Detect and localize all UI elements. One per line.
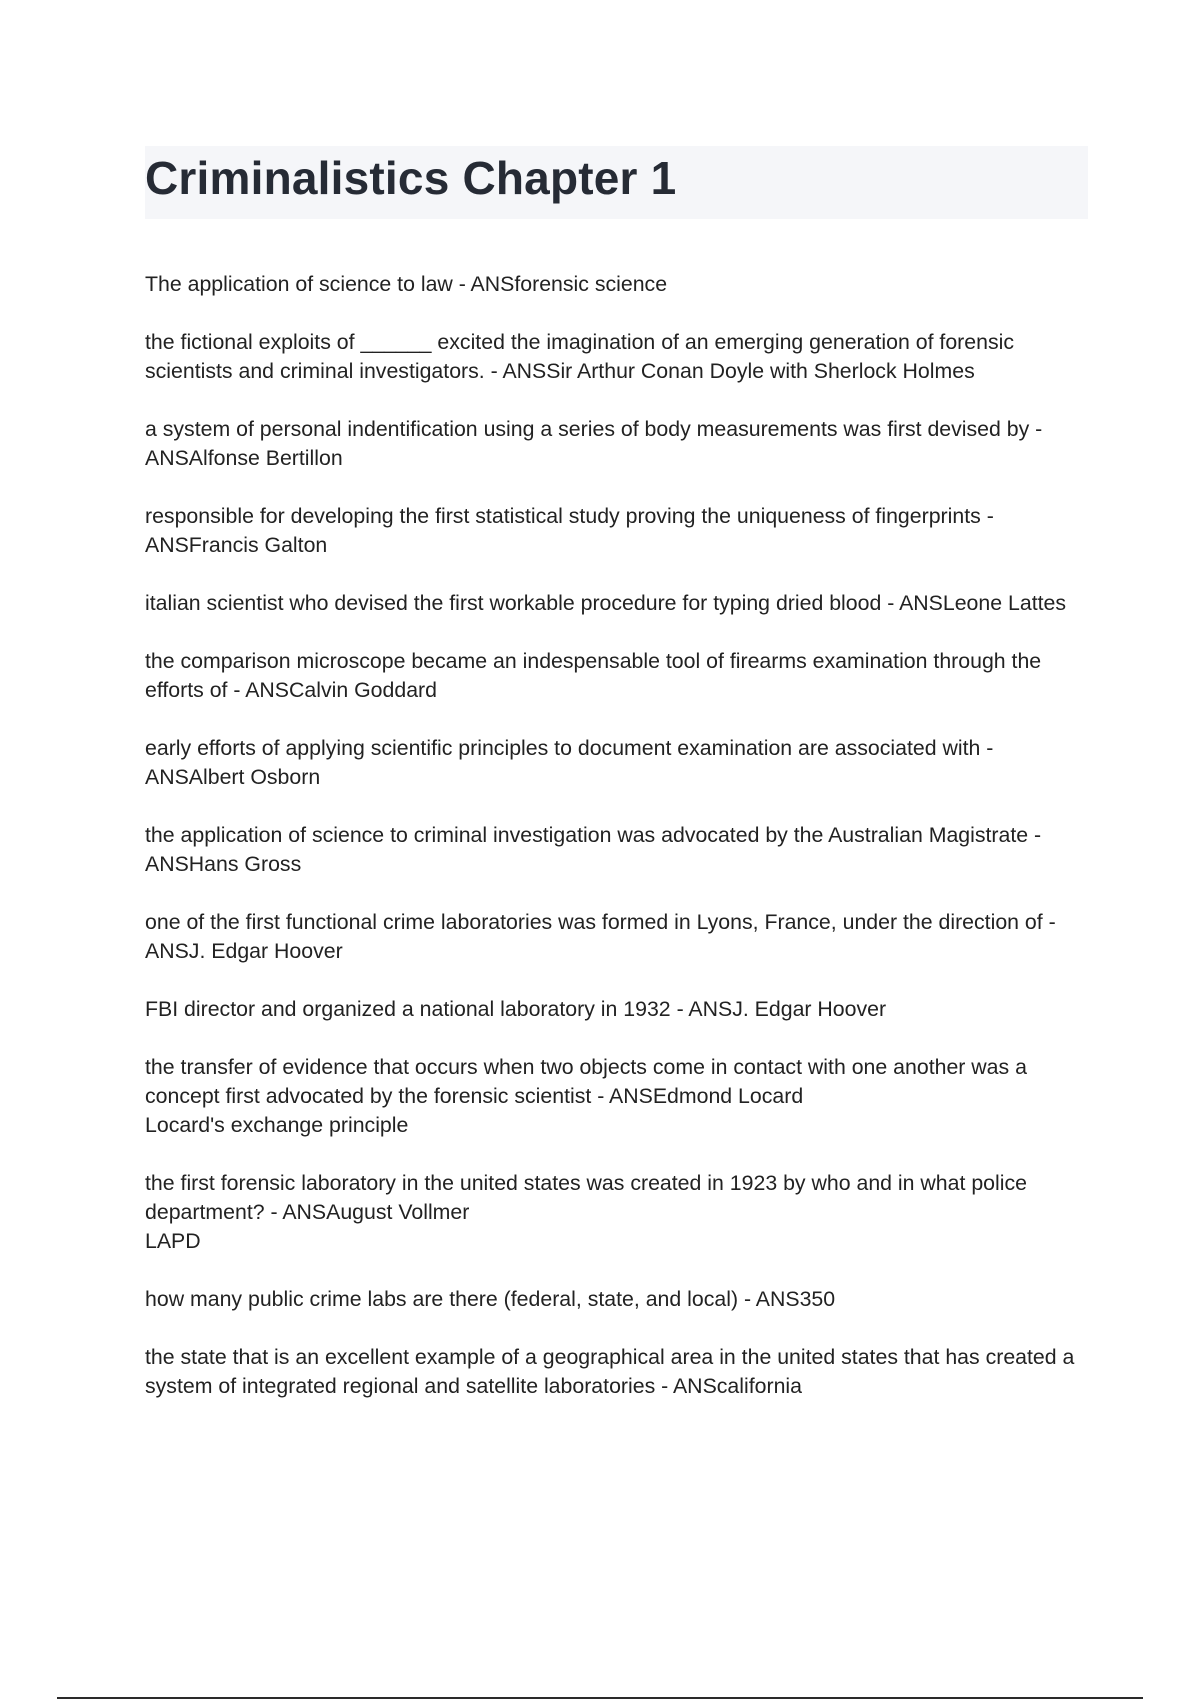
qa-item: the comparison microscope became an indespensable tool of firearms examination through the efforts of - ANSCalvin Goddard	[145, 649, 1042, 702]
footer-divider	[57, 1697, 1143, 1699]
qa-item: the application of science to criminal investigation was advocated by the Australian Magistrate - ANSHans Gross	[145, 823, 1042, 876]
qa-item: The application of science to law - ANSforensic science	[145, 272, 668, 296]
document-title: Criminalistics Chapter 1	[145, 152, 677, 204]
qa-item: italian scientist who devised the first workable procedure for typing dried blood - ANSLeone Lattes	[145, 591, 1067, 615]
qa-item: FBI director and organized a national laboratory in 1932 - ANSJ. Edgar Hoover	[145, 997, 887, 1021]
qa-item: a system of personal indentification using a series of body measurements was first devised by - ANSAlfonse Bertillon	[145, 417, 1043, 470]
qa-item: one of the first functional crime laboratories was formed in Lyons, France, under the direction of - ANSJ. Edgar Hoover	[145, 910, 1056, 963]
qa-item: responsible for developing the first statistical study proving the uniqueness of fingerprints - ANSFrancis Galton	[145, 504, 994, 557]
qa-item: the fictional exploits of ______ excited the imagination of an emerging generation of forensic scientists and criminal investigators. - ANSSir Arthur Conan Doyle with Sherlock Holmes	[145, 330, 1014, 383]
question-answer-list	[145, 270, 1085, 1430]
qa-item: the state that is an excellent example of a geographical area in the united states that has created a system of integrated regional and satellite laboratories - ANScalifornia	[145, 1345, 1075, 1398]
qa-item: the first forensic laboratory in the united states was created in 1923 by who and in what police department? - ANSAugust Vollmer LAPD	[145, 1171, 1027, 1253]
qa-item: how many public crime labs are there (federal, state, and local) - ANS350	[145, 1287, 836, 1311]
qa-item: early efforts of applying scientific principles to document examination are associated with - ANSAlbert Osborn	[145, 736, 994, 789]
title-banner	[145, 146, 1088, 219]
qa-item: the transfer of evidence that occurs when two objects come in contact with one another was a concept first advocated by the forensic scientist - ANSEdmond Locard Locard's exchange principle	[145, 1055, 1027, 1137]
